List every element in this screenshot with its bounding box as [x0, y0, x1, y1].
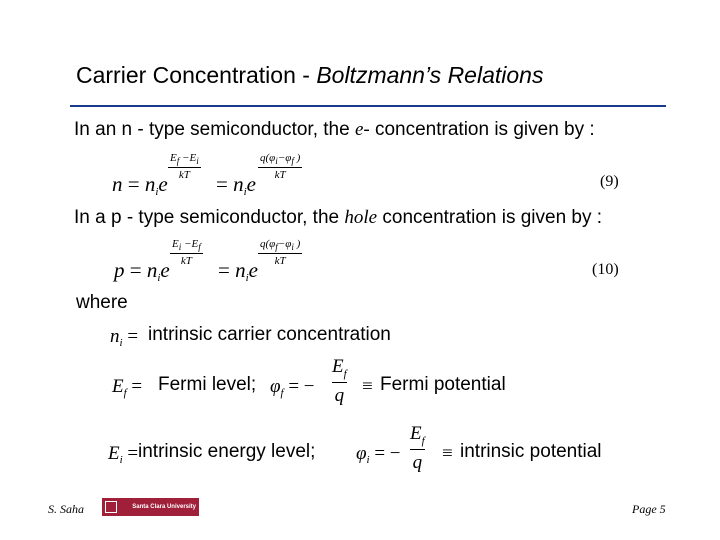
eq9-number: (9): [600, 173, 619, 190]
def3-num: E: [410, 423, 422, 444]
eq10-exp1-rest: −E: [181, 238, 199, 250]
def3-text2: intrinsic potential: [460, 441, 602, 462]
eq9-exp2-end: ): [293, 152, 301, 164]
eq9-exp2: [258, 152, 302, 181]
eq9-exp1-sub: f: [176, 156, 180, 167]
def3-symbol: [108, 443, 138, 466]
eq10-p: p: [114, 258, 125, 282]
eq10-exp2-den: kT: [274, 255, 286, 268]
def3-fraction: [410, 423, 425, 474]
title-underline: [70, 105, 666, 107]
eq10-ni2: n: [235, 258, 246, 282]
def2-text2: Fermi potential: [380, 374, 506, 395]
eq9-exp2-num: q(φ: [260, 152, 276, 164]
def2-fraction: [332, 356, 347, 407]
eq10-exp2-sub2: i: [291, 242, 294, 253]
eq10-exp2-sub: f: [275, 242, 278, 253]
def2-symbol: [112, 376, 142, 399]
line2-post: concentration is given by :: [377, 207, 603, 228]
eq9-exp1: [168, 152, 201, 181]
def1-text: intrinsic carrier concentration: [148, 324, 391, 345]
slide-title: [76, 62, 543, 89]
def3-phi: [356, 443, 401, 466]
eq9-eq1: =: [127, 172, 140, 196]
line2-pre: In a p - type semiconductor, the: [74, 207, 345, 228]
eq9-exp1-rest: −E: [179, 152, 197, 164]
eq9-rhs: [216, 172, 256, 198]
eq9-exp1-den: kT: [178, 169, 190, 182]
def3-num-sub: f: [421, 434, 425, 447]
eq10-exp1-num: E: [172, 238, 179, 250]
text-line-ntype: [74, 119, 595, 141]
def3-sub: i: [119, 454, 123, 466]
def2-text: Fermi level;: [158, 374, 257, 395]
eq9-n: n: [112, 172, 123, 196]
def1-sub: i: [119, 337, 123, 349]
eq10-exp1: [170, 238, 203, 267]
def3-phi-sym: φ: [356, 443, 367, 464]
eq10-exp1-sub: i: [178, 242, 182, 253]
logo-text: Santa Clara University: [132, 504, 196, 510]
eq10-ni2-sub: i: [245, 272, 249, 284]
def1-symbol: [110, 326, 138, 349]
eq9-exp1-sub2: i: [196, 156, 199, 167]
footer-page-number: Page 5: [632, 502, 666, 516]
def2-phi-sub: f: [280, 387, 284, 399]
def3-eq2: = −: [374, 443, 401, 464]
eq10-exp2-num: q(φ: [260, 238, 276, 250]
eq9-exp2-den: kT: [274, 169, 286, 182]
eq10-ni-sub: i: [157, 272, 161, 284]
eq10-exp2-end: ): [293, 238, 301, 250]
def3-phi-sub: i: [366, 454, 370, 466]
line2-var: hole: [344, 207, 378, 228]
def2-num: E: [332, 356, 344, 377]
eq9-exp2-sub: i: [275, 156, 278, 167]
def2-eq2: = −: [288, 376, 315, 397]
eq10-lhs: [114, 258, 170, 284]
eq9-ni2-sub: i: [243, 186, 247, 198]
line1-post: concentration is given by :: [369, 119, 595, 140]
eq9-ni2: n: [233, 172, 244, 196]
eq9-eq2: =: [216, 172, 228, 196]
eq10-exp1-den: kT: [180, 255, 192, 268]
def3-eq: =: [127, 443, 139, 464]
def3-den: q: [412, 451, 423, 473]
eq9-exp1-num: E: [170, 152, 177, 164]
eq9-exp2-mid: −φ: [277, 152, 292, 164]
def2-sub: f: [123, 387, 127, 399]
eq10-exp2: [258, 238, 302, 267]
eq10-rhs: [218, 258, 258, 284]
eq10-ni: n: [146, 258, 158, 282]
logo-seal-icon: [105, 501, 117, 513]
def2-den: q: [334, 384, 345, 406]
eq10-e2: e: [248, 258, 258, 282]
def1-eq: =: [127, 326, 139, 347]
where-label: where: [76, 292, 128, 313]
def3-sym: E: [108, 443, 120, 464]
eq9-e1: e: [158, 172, 168, 196]
def2-phi: [270, 376, 315, 399]
def2-equiv: ≡: [362, 376, 373, 397]
eq10-eq1: =: [129, 258, 142, 282]
def1-sym: n: [110, 326, 120, 347]
eq9-exp2-sub2: f: [291, 156, 294, 167]
line1-var: e-: [354, 119, 370, 140]
def2-sym: E: [112, 376, 124, 397]
def2-num-sub: f: [343, 367, 347, 380]
footer-author: S. Saha: [48, 502, 84, 516]
text-line-ptype: [74, 207, 602, 229]
eq9-ni-sub: i: [155, 186, 159, 198]
title-italic: Boltzmann’s Relations: [316, 62, 544, 88]
eq10-exp2-mid: −φ: [277, 238, 292, 250]
line1-pre: In an n - type semiconductor, the: [74, 119, 355, 140]
eq10-number: (10): [592, 261, 619, 278]
def2-eq: =: [131, 376, 143, 397]
eq9-lhs: [112, 172, 168, 198]
eq10-e1: e: [160, 258, 170, 282]
eq9-e2: e: [246, 172, 256, 196]
university-logo: [102, 498, 199, 516]
eq10-exp1-sub2: f: [198, 242, 201, 253]
def3-equiv: ≡: [442, 443, 453, 464]
def2-phi-sym: φ: [270, 376, 281, 397]
eq9-ni: n: [144, 172, 156, 196]
title-main: Carrier Concentration -: [76, 62, 317, 88]
eq10-eq2: =: [218, 258, 230, 282]
def3-text: intrinsic energy level;: [138, 441, 316, 462]
